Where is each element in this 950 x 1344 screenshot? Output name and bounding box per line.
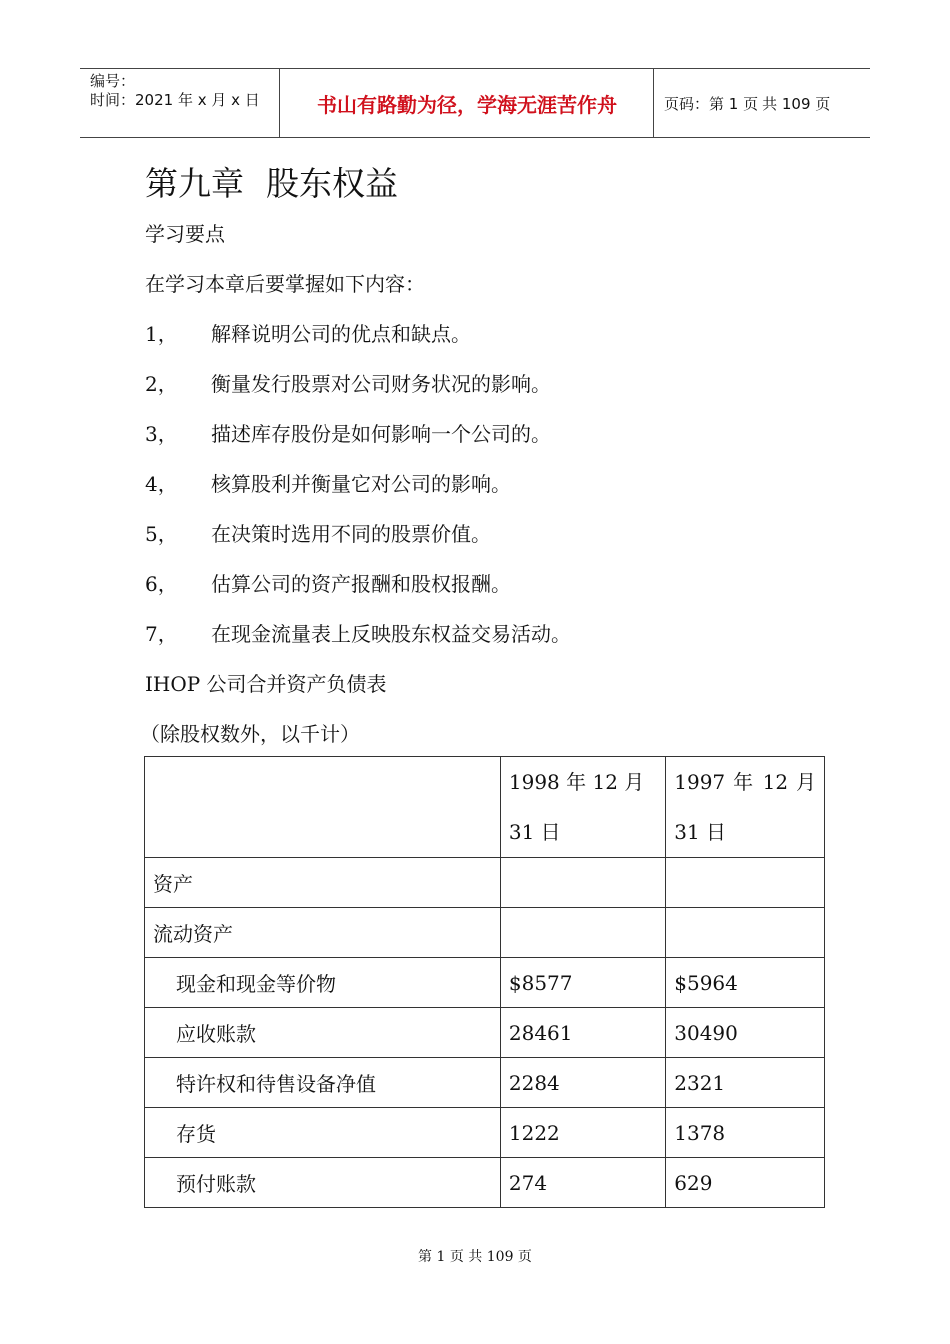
table-row: [145, 1058, 825, 1108]
objective-number: 3，: [145, 422, 178, 446]
objective-text: 解释说明公司的优点和缺点。: [211, 322, 471, 346]
serial-label: 编号：: [90, 72, 136, 90]
row-label: 存货: [145, 1108, 501, 1158]
value-1998: [500, 858, 665, 908]
value-1998: $8577: [500, 958, 665, 1008]
value-1997: $5964: [666, 958, 825, 1008]
table-row: [145, 1108, 825, 1158]
objective-text: 在现金流量表上反映股东权益交易活动。: [211, 622, 571, 646]
value-1998: [500, 908, 665, 958]
objective-text: 描述库存股份是如何影响一个公司的。: [211, 422, 551, 446]
chapter-number: 第九章: [145, 164, 244, 203]
objective-item: [145, 470, 511, 498]
row-label: 流动资产: [145, 908, 501, 958]
balance-sheet-table: [144, 756, 825, 1208]
header-cell-1998: 1998 年 12 月 31 日: [500, 757, 665, 858]
row-label: 资产: [145, 858, 501, 908]
page-label: 页码：第 1 页: [664, 94, 759, 113]
value-1998: 274: [500, 1158, 665, 1208]
objective-item: [145, 370, 551, 398]
objective-item: [145, 520, 491, 548]
value-1997: [666, 858, 825, 908]
value-1997: 629: [666, 1158, 825, 1208]
table-row: [145, 908, 825, 958]
objective-number: 7，: [145, 622, 178, 646]
header-meta: [80, 69, 280, 137]
objective-number: 4，: [145, 472, 178, 496]
value-1997: 30490: [666, 1008, 825, 1058]
table-header-row: [145, 757, 825, 858]
objective-number: 6，: [145, 572, 178, 596]
chapter-title: [145, 162, 398, 206]
header-motto: 书山有路勤为径，学海无涯苦作舟: [281, 69, 654, 137]
table-row: [145, 858, 825, 908]
value-1997: 2321: [666, 1058, 825, 1108]
value-1997: [666, 908, 825, 958]
intro-text: 在学习本章后要掌握如下内容：: [145, 272, 425, 296]
section-heading: 学习要点: [145, 222, 225, 246]
table-title: IHOP 公司合并资产负债表: [145, 672, 387, 696]
table-row: [145, 1008, 825, 1058]
date-label: 时间：2021 年 x 月 x 日: [90, 91, 260, 109]
objective-item: [145, 620, 571, 648]
row-label: 应收账款: [145, 1008, 501, 1058]
table-note: （除股权数外，以千计）: [140, 722, 360, 746]
page-footer: 第 1 页 共 109 页: [418, 1249, 532, 1265]
objective-item: [145, 570, 511, 598]
objective-number: 5，: [145, 522, 178, 546]
value-1997: 1378: [666, 1108, 825, 1158]
row-label: 预付账款: [145, 1158, 501, 1208]
objective-text: 估算公司的资产报酬和股权报酬。: [211, 572, 511, 596]
objective-text: 在决策时选用不同的股票价值。: [211, 522, 491, 546]
chapter-name: 股东权益: [266, 164, 398, 203]
row-label: 现金和现金等价物: [145, 958, 501, 1008]
objective-item: [145, 320, 471, 348]
total-label: 共 109 页: [762, 94, 831, 113]
header-cell-1997: 1997 年 12 月 31 日: [666, 757, 825, 858]
header-cell-blank: [145, 757, 501, 858]
page-header: [80, 68, 870, 138]
table-row: [145, 958, 825, 1008]
value-1998: 1222: [500, 1108, 665, 1158]
value-1998: 2284: [500, 1058, 665, 1108]
row-label: 特许权和待售设备净值: [145, 1058, 501, 1108]
table-row: [145, 1158, 825, 1208]
objective-number: 1，: [145, 322, 178, 346]
objective-text: 衡量发行股票对公司财务状况的影响。: [211, 372, 551, 396]
objective-number: 2，: [145, 372, 178, 396]
value-1998: 28461: [500, 1008, 665, 1058]
header-page-info: [654, 69, 870, 137]
objective-item: [145, 420, 551, 448]
objective-text: 核算股利并衡量它对公司的影响。: [211, 472, 511, 496]
